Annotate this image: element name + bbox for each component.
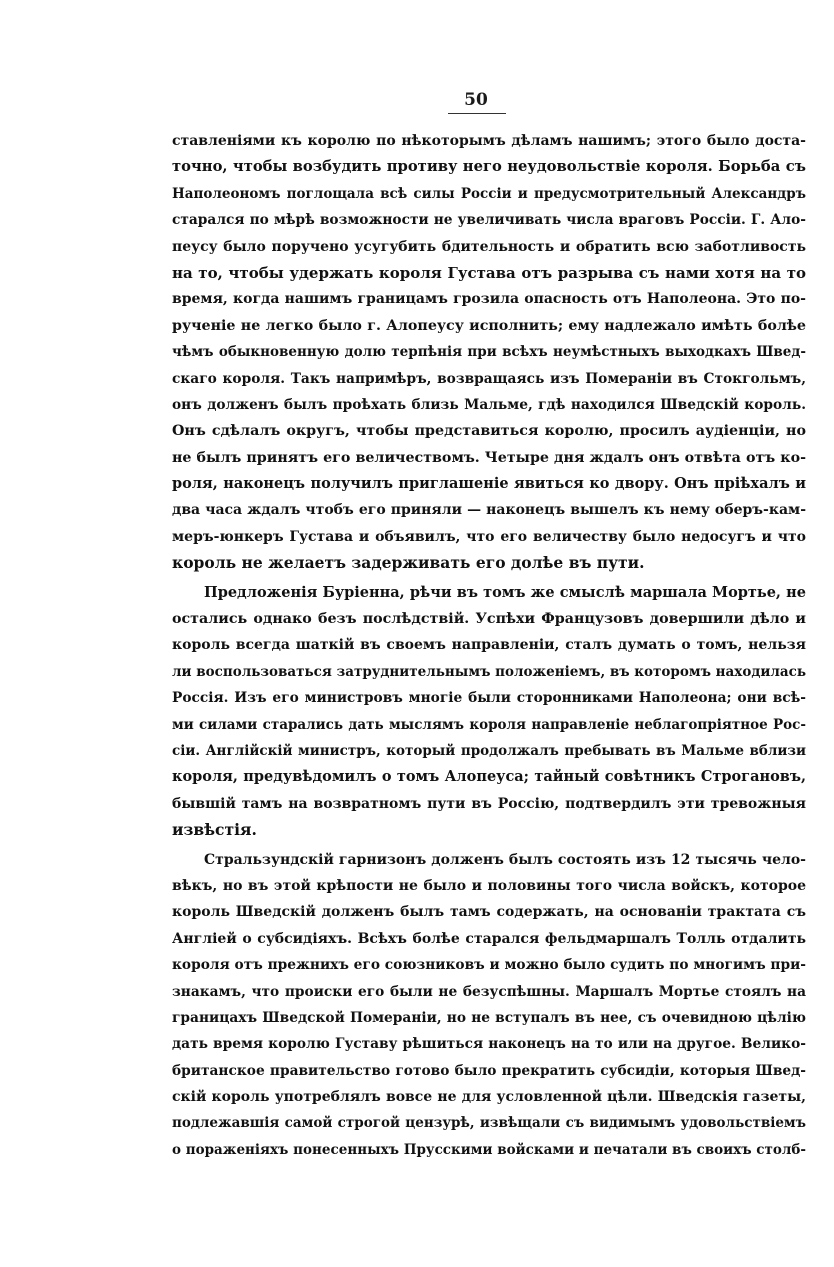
text-line: знакамъ, что происки его были не безуспѣшны. Маршалъ Мортье стоялъ на [172,983,806,1000]
text-line: время, когда нашимъ границамъ грозила опасность отъ Наполеона. Это по- [172,291,806,308]
text-line: сіи. Англійскій министръ, который продолжалъ пребывать въ Мальме вблизи [172,742,806,759]
text-line: скаго короля. Такъ напримѣръ, возвращаясь изъ Помераніи въ Стокгольмъ, [172,370,806,387]
text-line: онъ долженъ былъ проѣхать близь Мальме, гдѣ находился Шведскій король. [172,396,806,413]
text-line: пеусу было поручено усугубить бдительность и обратить всю заботливость [172,238,806,255]
text-line: на то, чтобы удержать короля Густава отъ разрыва съ нами хотя на то [172,263,806,282]
page-number: 50 [464,90,488,110]
text-line: два часа ждалъ чтобъ его приняли — наконецъ вышелъ къ нему оберъ-кам- [172,502,806,519]
text-line: подлежавшія самой строгой цензурѣ, извѣщали съ видимымъ удовольствіемъ [172,1115,806,1132]
text-line: рученіе не легко было г. Алопеусу исполнить; ему надлежало имѣть болѣе [172,317,806,334]
text-line: ли воспользоваться затруднительнымъ положеніемъ, въ которомъ находилась [172,663,806,680]
text-line: короля, предувѣдомилъ о томъ Алопеуса; тайный совѣтникъ Строгановъ, [172,768,806,786]
body-text [172,128,806,1163]
text-line: старался по мѣрѣ возможности не увеличивать числа враговъ Россіи. Г. Ало- [172,212,806,229]
text-line: Англіей о субсидіяхъ. Всѣхъ болѣе старался фельдмаршалъ Толль отдалить [172,930,806,947]
text-line: король не желаетъ задерживать его долѣе въ пути. [172,553,645,573]
text-line: Стральзундскій гарнизонъ долженъ былъ состоять изъ 12 тысячь чело- [204,851,806,868]
text-line: ми силами старались дать мыслямъ короля направленіе неблагопріятное Рос- [172,716,806,733]
text-line: британское правительство готово было прекратить субсидіи, которыя Швед- [172,1062,806,1079]
text-line: остались однако безъ послѣдствій. Успѣхи Французовъ довершили дѣло и [172,611,806,628]
text-line: Наполеономъ поглощала всѣ силы Россіи и предусмотрительный Александръ [172,185,806,202]
text-line: Онъ сдѣлалъ округъ, чтобы представиться королю, просилъ аудіенціи, но [172,423,806,440]
paragraph [172,847,806,1164]
text-line: не былъ принятъ его величествомъ. Четыре дня ждалъ онъ отвѣта отъ ко- [172,449,806,466]
text-line: извѣстія. [172,820,257,840]
text-line: о пораженіяхъ понесенныхъ Прусскими войсками и печатали въ своихъ столб- [172,1141,806,1158]
text-line: Россія. Изъ его министровъ многіе были сторонниками Наполеона; они всѣ- [172,690,806,707]
text-line: дать время королю Густаву рѣшиться наконецъ на то или на другое. Велико- [172,1036,806,1053]
text-line: короля отъ прежнихъ его союзниковъ и можно было судить по многимъ при- [172,957,806,974]
text-line: король Шведскій долженъ былъ тамъ содержать, на основаніи трактата съ [172,904,806,921]
text-line: король всегда шаткій въ своемъ направленіи, сталъ думать о томъ, нельзя [172,637,806,654]
text-line: чѣмъ обыкновенную долю терпѣнія при всѣхъ неумѣстныхъ выходкахъ Швед- [172,344,806,361]
text-line: точно, чтобы возбудить противу него неудовольствіе короля. Борьба съ [172,158,806,176]
paragraph [172,580,806,844]
text-line: ставленіями къ королю по нѣкоторымъ дѣламъ нашимъ; этого было доста- [172,133,806,149]
text-line: меръ-юнкеръ Густава и объявилъ, что его величеству было недосугъ и что [172,528,806,545]
paragraph [172,128,806,577]
text-line: вѣкъ, но въ этой крѣпости не было и половины того числа войскъ, которое [172,877,806,894]
text-line: Предложенія Буріенна, рѣчи въ томъ же смыслѣ маршала Мортье, не [204,583,806,601]
text-line: скій король употреблялъ вовсе не для условленной цѣли. Шведскія газеты, [172,1089,806,1106]
text-line: бывшій тамъ на возвратномъ пути въ Россію, подтвердилъ эти тревожныя [172,795,806,812]
text-line: роля, наконецъ получилъ приглашеніе явиться ко двору. Онъ пріѣхалъ и [172,475,806,493]
page-number-rule [448,113,506,114]
text-line: границахъ Шведской Помераніи, но не вступалъ въ нее, съ очевидною цѣлію [172,1009,806,1026]
